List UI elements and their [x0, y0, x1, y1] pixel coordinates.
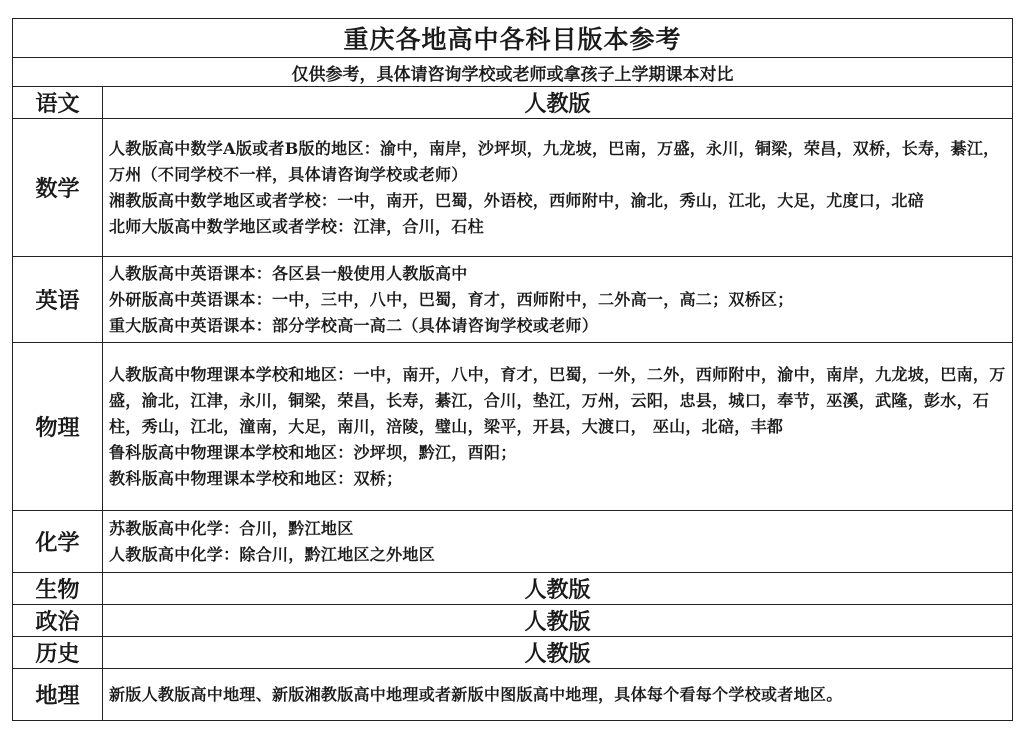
chemistry-line: 人教版高中化学：除合川，黔江地区之外地区 — [109, 544, 436, 564]
row-math — [13, 119, 1013, 257]
version-reference-table — [12, 18, 1013, 721]
version-politics: 人教版 — [103, 605, 1013, 637]
subject-chemistry: 化学 — [13, 511, 103, 573]
details-math — [103, 119, 1013, 257]
chemistry-line: 苏教版高中化学：合川，黔江地区 — [109, 518, 354, 538]
math-line: 北师大版高中数学地区或者学校：江津，合川，石柱 — [109, 216, 484, 236]
english-line: 重大版高中英语课本：部分学校高一高二（具体请咨询学校或老师） — [109, 315, 599, 335]
page-subtitle: 仅供参考，具体请咨询学校或老师或拿孩子上学期课本对比 — [13, 58, 1013, 87]
subject-geography: 地理 — [13, 669, 103, 721]
version-chinese: 人教版 — [103, 87, 1013, 119]
details-geography — [103, 669, 1013, 721]
english-line: 外研版高中英语课本：一中，三中，八中，巴蜀，育才，西师附中，二外高一，高二；双桥区； — [109, 289, 794, 309]
row-chemistry — [13, 511, 1013, 573]
row-history — [13, 637, 1013, 669]
row-geography — [13, 669, 1013, 721]
version-biology: 人教版 — [103, 573, 1013, 605]
physics-line: 教科版高中物理课本学校和地区：双桥； — [109, 468, 403, 488]
subtitle-row — [13, 58, 1013, 87]
version-history: 人教版 — [103, 637, 1013, 669]
physics-line: 人教版高中物理课本学校和地区：一中，南开，八中，育才，巴蜀，一外，二外，西师附中，渝中，南岸，九龙坡，巴南，万盛，渝北，江津，永川，铜梁，荣昌，长寿，綦江，合川，垫江，万州，云阳，忠县，城口，奉节，巫溪，武隆，彭水，石柱，秀山，江北，潼南，大足，南川，涪陵，璧山，梁平，开县，大渡口， 巫山，北碚，丰都 — [109, 364, 1006, 436]
row-biology — [13, 573, 1013, 605]
physics-line: 鲁科版高中物理课本学校和地区：沙坪坝，黔江，酉阳； — [109, 442, 517, 462]
subject-chinese: 语文 — [13, 87, 103, 119]
subject-history: 历史 — [13, 637, 103, 669]
subject-politics: 政治 — [13, 605, 103, 637]
english-line: 人教版高中英语课本：各区县一般使用人教版高中 — [109, 263, 468, 283]
subject-biology: 生物 — [13, 573, 103, 605]
page-title: 重庆各地高中各科目版本参考 — [13, 19, 1013, 58]
row-politics — [13, 605, 1013, 637]
math-line: 人教版高中数学A版或者B版的地区：渝中，南岸，沙坪坝，九龙坡，巴南，万盛，永川，铜梁，荣昌，双桥，长寿，綦江，万州（不同学校不一样，具体请咨询学校或老师） — [109, 138, 1000, 184]
row-physics — [13, 343, 1013, 511]
title-row — [13, 19, 1013, 58]
subject-english: 英语 — [13, 257, 103, 343]
details-english — [103, 257, 1013, 343]
geography-line: 新版人教版高中地理、新版湘教版高中地理或者新版中图版高中地理，具体每个看每个学校或者地区。 — [109, 684, 843, 704]
subject-math: 数学 — [13, 119, 103, 257]
row-chinese — [13, 87, 1013, 119]
details-physics — [103, 343, 1013, 511]
math-line: 湘教版高中数学地区或者学校：一中，南开，巴蜀，外语校，西师附中，渝北，秀山，江北，大足，尤度口，北碚 — [109, 190, 925, 210]
subject-physics: 物理 — [13, 343, 103, 511]
details-chemistry — [103, 511, 1013, 573]
row-english — [13, 257, 1013, 343]
